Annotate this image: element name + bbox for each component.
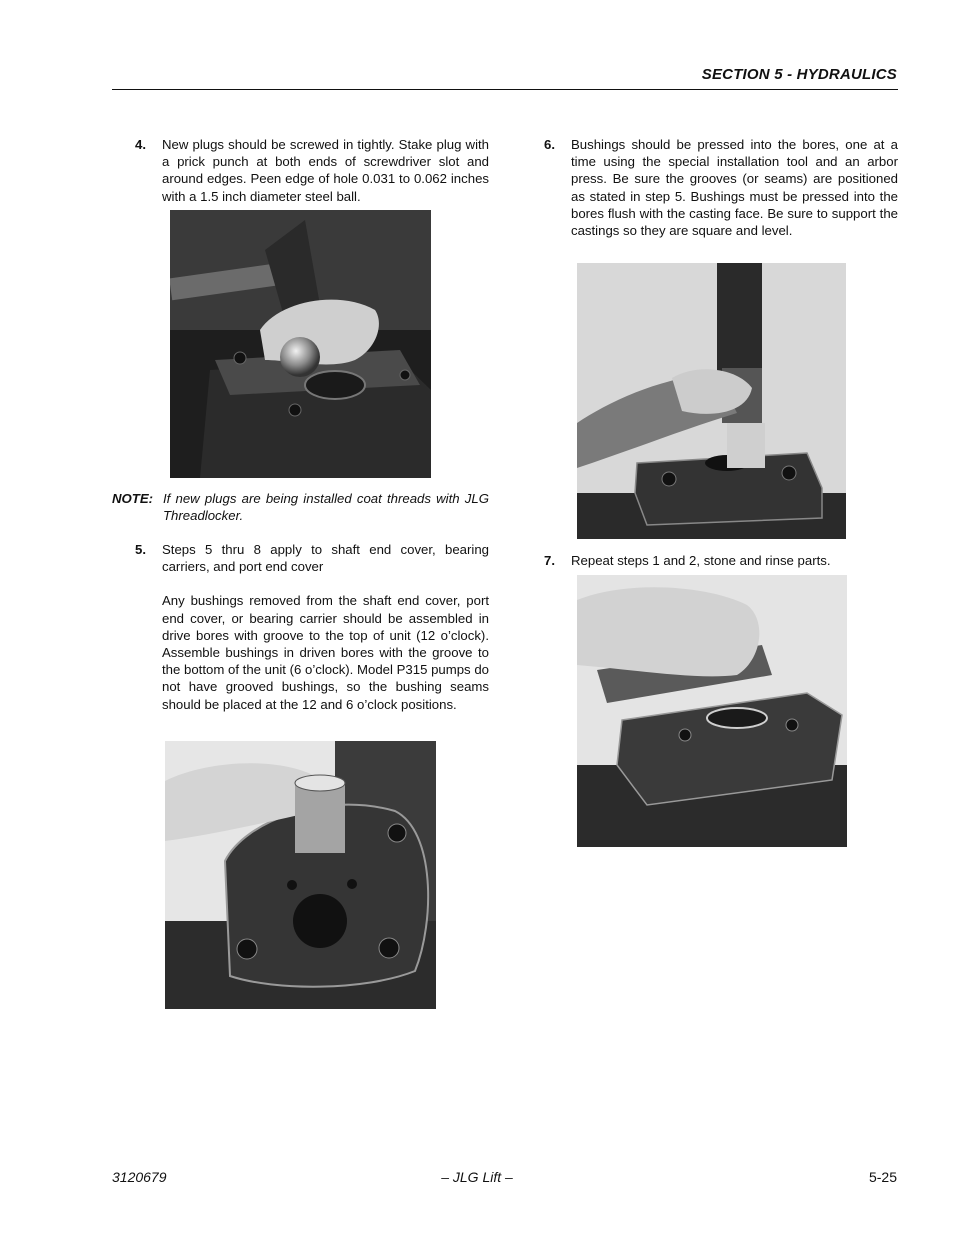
step-5	[135, 541, 489, 713]
step-6-text: Bushings should be pressed into the bores, one at a time using the special installation tool and an arbor press. Be sure the grooves (or seams) are positioned as stated in step 5. Bushings must be pressed into the bores flush with the casting face. Be sure to support the castings so they are square and level.	[571, 137, 898, 239]
step-7-number: 7.	[544, 553, 555, 568]
step-5-text: Steps 5 thru 8 apply to shaft end cover, bearing carriers, and port end cover	[162, 542, 489, 575]
section-title: SECTION 5 - HYDRAULICS	[701, 66, 897, 83]
photo-peening-plug	[170, 210, 431, 478]
photo-arbor-press	[577, 263, 846, 539]
footer-doc-number: 3120679	[112, 1169, 167, 1185]
photo-bushing-placement	[165, 741, 436, 1009]
step-5-paragraph: Any bushings removed from the shaft end cover, port end cover, or bearing carrier should be assembled in drive bores with groove to the top of unit (12 o’clock). Assemble bushings in driven bores with the groove to the bottom of the unit (6 o’clock). Model P315 pumps do not have grooved bushings, so the bushing seams should be placed at the 12 and 6 o’clock positions.	[162, 593, 489, 712]
step-7-text: Repeat steps 1 and 2, stone and rinse parts.	[571, 553, 831, 568]
step-7	[544, 552, 898, 569]
photo-stone-parts	[577, 575, 847, 847]
note-text: If new plugs are being installed coat threads with JLG Threadlocker.	[163, 491, 489, 524]
step-4	[135, 136, 489, 205]
step-5-number: 5.	[135, 542, 146, 557]
step-4-text: New plugs should be screwed in tightly. Stake plug with a prick punch at both ends of screwdriver slot and around edges. Peen edge of hole 0.031 to 0.062 inches with a 1.5 inch diameter steel ball.	[162, 137, 489, 204]
step-6-number: 6.	[544, 137, 555, 152]
note-label: NOTE:	[112, 491, 154, 506]
step-6	[544, 136, 898, 239]
header-rule	[112, 89, 898, 90]
footer-page-number: 5-25	[868, 1169, 897, 1185]
footer-publisher: – JLG Lift –	[441, 1169, 513, 1185]
step-4-number: 4.	[135, 137, 146, 152]
